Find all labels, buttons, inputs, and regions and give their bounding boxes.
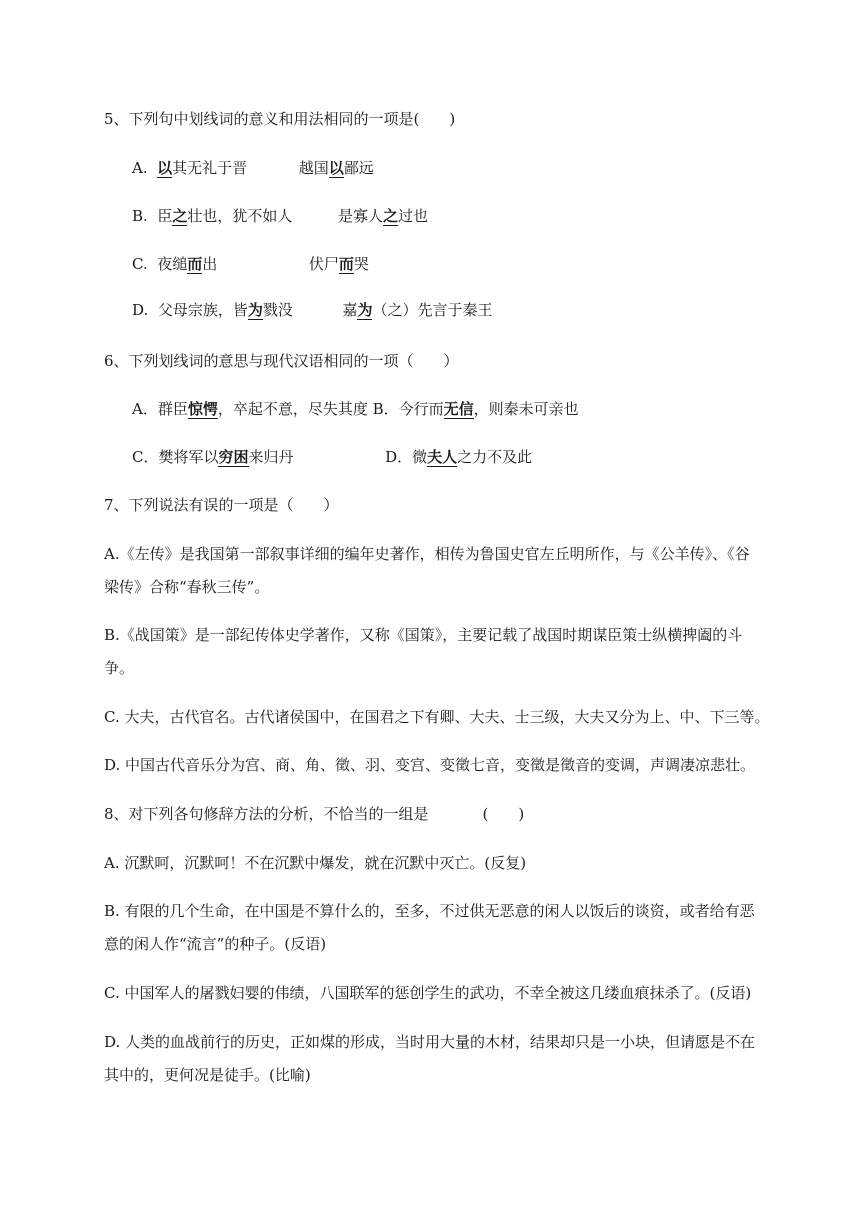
q6-stem: 6、下列划线词的意思与现代汉语相同的一项（ ） (104, 352, 459, 370)
q7-stem: 7、下列说法有误的一项是（ ） (104, 496, 339, 514)
q5-option-d: D. 父母宗族，皆为戮没 嘉为（之）先言于秦王 (132, 301, 493, 319)
underlined-word: 而 (338, 255, 354, 273)
q8-stem: 8、对下列各句修辞方法的分析，不恰当的一组是 ( ) (104, 805, 525, 823)
q8-option-b-line2: 意的闲人作“流言”的种子。(反语) (104, 935, 327, 953)
underlined-word: 而 (187, 255, 203, 273)
q8-option-d-line1: D. 人类的血战前行的历史，正如煤的形成，当时用大量的木材，结果却只是一小块，但请愿是不在 (104, 1033, 756, 1051)
q7-option-a-line2: 梁传》合称“春秋三传”。 (104, 578, 270, 596)
q8-option-c: C. 中国军人的屠戮妇婴的伟绩，八国联军的惩创学生的武功，不幸全被这几缕血痕抹杀了。(反语) (104, 984, 752, 1002)
q5-stem: 5、下列句中划线词的意义和用法相同的一项是( ) (104, 110, 456, 128)
underlined-word: 为 (357, 301, 373, 319)
q7-option-a-line1: A.《左传》是我国第一部叙事详细的编年史著作，相传为鲁国史官左丘明所作，与《公羊传》、《谷 (104, 545, 750, 563)
q8-option-d-line2: 其中的，更何况是徒手。(比喻) (104, 1066, 311, 1084)
underlined-word: 惊愕 (187, 400, 218, 418)
underlined-word: 无信 (443, 400, 474, 418)
underlined-word: 以 (328, 159, 344, 177)
q8-option-b-line1: B. 有限的几个生命，在中国是不算什么的，至多，不过供无恶意的闲人以饭后的谈资，或者给有恶 (104, 902, 755, 920)
underlined-word: 之 (172, 207, 188, 225)
q5-option-a: A. 以其无礼于晋 越国以鄙远 (132, 159, 374, 177)
underlined-word: 为 (247, 301, 263, 319)
underlined-word: 穷困 (218, 448, 249, 466)
q7-option-b-line1: B.《战国策》是一部纪传体史学著作，又称《国策》，主要记载了战国时期谋臣策士纵横捭阖的斗 (104, 626, 743, 644)
q8-option-a: A. 沉默呵，沉默呵！不在沉默中爆发，就在沉默中灭亡。(反复) (104, 854, 527, 872)
q6-options-cd: C．樊将军以穷困来归丹 D．微夫人之力不及此 (132, 448, 533, 466)
q5-option-c: C. 夜缒而出 伏尸而哭 (132, 255, 369, 273)
underlined-word: 之 (382, 207, 398, 225)
q6-options-ab: A．群臣惊愕，卒起不意，尽失其度 B．今行而无信，则秦未可亲也 (132, 400, 579, 418)
q5-option-b: B. 臣之壮也，犹不如人 是寡人之过也 (132, 207, 428, 225)
underlined-word: 夫人 (427, 448, 458, 466)
q7-option-d: D. 中国古代音乐分为宫、商、角、徵、羽、变宫、变徵七音，变徵是徵音的变调，声调凄凉悲壮。 (104, 756, 756, 774)
q7-option-b-line2: 争。 (104, 659, 135, 677)
underlined-word: 以 (157, 159, 173, 177)
q7-option-c: C. 大夫，古代官名。古代诸侯国中，在国君之下有卿、大夫、士三级，大夫又分为上、中、下三等。 (104, 708, 770, 726)
answer-paren: ( ) (482, 805, 525, 823)
